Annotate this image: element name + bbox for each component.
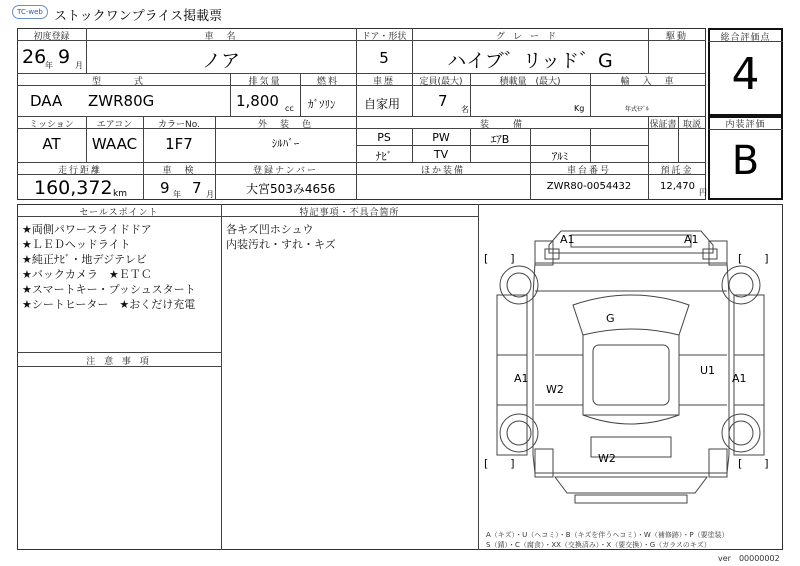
- mark-a1-front: A1: [560, 233, 575, 246]
- unit-insp-month: 月: [206, 190, 214, 199]
- grade-value: ハイブ゛リッド゛G: [447, 50, 613, 72]
- label-color-no: カラーNo.: [158, 120, 200, 130]
- label-load: 積載量 (最大): [499, 77, 561, 87]
- unit-persons: 名: [461, 105, 469, 114]
- fuel-value: ｶﾞｿﾘﾝ: [308, 98, 336, 111]
- mark-u1-right: U1: [700, 364, 716, 377]
- label-drive: 駆動: [665, 32, 688, 42]
- label-reg-number: 登録ナンバー: [253, 166, 318, 176]
- sales-point-item: ★シートヒーター ★おくだけ充電: [22, 298, 196, 311]
- displacement-value: 1,800: [236, 92, 279, 110]
- mark-g: G: [606, 312, 615, 325]
- sales-point-item: ★スマートキー・プッシュスタート: [22, 283, 196, 296]
- logo: TC-web: [12, 5, 48, 19]
- label-mileage: 走行距離: [57, 166, 102, 176]
- bracket-rear-left: [ ]: [484, 457, 515, 470]
- label-overall-score: 総合評価点: [720, 33, 771, 43]
- label-deposit: 預託金: [660, 166, 694, 176]
- capacity-value: 7: [438, 92, 448, 110]
- special-note-item: 内装汚れ・すれ・キズ: [226, 238, 336, 251]
- label-capacity: 定員(最大): [419, 77, 463, 87]
- unit-model-year: 年式ﾓﾃﾞﾙ: [625, 106, 650, 113]
- label-displacement: 排気量: [248, 77, 282, 87]
- label-chassis-no: 車台番号: [566, 166, 611, 176]
- unit-insp-year: 年: [173, 190, 181, 199]
- reg-year: 26: [22, 46, 47, 68]
- mileage-value: 160,372: [34, 177, 113, 199]
- label-grade: グレード: [495, 32, 564, 42]
- unit-kg: Kg: [574, 104, 585, 113]
- equip-tv: TV: [433, 148, 449, 161]
- history-value: 自家用: [364, 97, 401, 111]
- overall-score: 4: [731, 49, 760, 100]
- label-special-notes: 特記事項・不具合箇所: [299, 208, 400, 218]
- vehicle-name: ノア: [201, 50, 240, 72]
- unit-year: 年: [45, 61, 53, 70]
- label-car-history: 車歴: [372, 77, 395, 87]
- label-notes: 注 意 事 項: [86, 357, 152, 367]
- label-import: 輸 入 車: [620, 77, 676, 87]
- mark-a1-left: A1: [514, 372, 529, 385]
- color-no-value: 1F7: [165, 135, 193, 153]
- chassis-value: ZWR80-0054432: [546, 181, 632, 192]
- special-notes-list: [226, 222, 336, 252]
- mark-a1-front-2: A1: [684, 233, 699, 246]
- label-manual: 取説: [682, 120, 701, 130]
- mark-a1-right: A1: [732, 372, 747, 385]
- label-mission: ミッション: [29, 120, 74, 130]
- label-exterior-color: 外 装 色: [257, 120, 313, 130]
- version-label: ver 00000002: [718, 554, 780, 563]
- color-value: ｼﾙﾊﾞｰ: [271, 137, 300, 150]
- equip-ab: ｴｱB: [490, 133, 510, 146]
- insp-month: 7: [192, 179, 202, 197]
- bracket-rear-right: [ ]: [738, 457, 769, 470]
- label-door-shape: ドア・形状: [361, 32, 407, 42]
- unit-month: 月: [75, 61, 83, 70]
- door-count: 5: [379, 49, 389, 67]
- bracket-front-left: [ ]: [484, 252, 515, 265]
- interior-score: B: [731, 138, 760, 184]
- label-fuel: 燃料: [316, 77, 339, 87]
- sales-points-list: [22, 222, 196, 312]
- sales-point-item: ★純正ﾅﾋﾞ・地デジテレビ: [22, 253, 147, 266]
- page-title: ストックワンプライス掲載票: [54, 9, 223, 24]
- model-prefix: DAA: [30, 92, 63, 110]
- equip-ps: PS: [377, 131, 391, 144]
- equip-navi: ﾅﾋﾞ: [375, 150, 393, 163]
- label-other-equipment: ほか装備: [420, 166, 465, 176]
- model-code: ZWR80G: [88, 92, 155, 110]
- unit-yen: 円: [699, 188, 707, 197]
- reg-month: 9: [58, 46, 71, 68]
- label-first-reg: 初度登録: [33, 32, 70, 42]
- mark-w2-rear: W2: [598, 452, 616, 465]
- car-damage-diagram: [479, 205, 782, 527]
- sales-point-item: ★ＬＥＤヘッドライト: [22, 238, 131, 251]
- label-model: 型 式: [91, 77, 155, 87]
- unit-cc: cc: [285, 104, 294, 113]
- equip-pw: PW: [432, 131, 450, 144]
- insp-year: 9: [160, 179, 170, 197]
- legend-line-1: A（キズ）・U（ヘコミ）・B（キズを伴うヘコミ）・W（補修跡）・P（要塗装）: [486, 531, 729, 539]
- plate-value: 大宮503み4656: [246, 182, 336, 196]
- aircon-value: WAAC: [91, 135, 138, 153]
- label-vehicle: 車 名: [204, 32, 238, 42]
- label-aircon: エアコン: [96, 120, 133, 130]
- deposit-value: 12,470: [660, 181, 695, 192]
- sales-point-item: ★バックカメラ ★ＥＴＣ: [22, 268, 152, 281]
- bracket-front-right: [ ]: [738, 252, 769, 265]
- sales-point-item: ★両側パワースライドドア: [22, 223, 152, 236]
- label-inspection: 車 検: [162, 166, 196, 176]
- equip-alumi: ｱﾙﾐ: [551, 150, 569, 163]
- label-equipment: 装 備: [479, 120, 524, 130]
- mark-w2-left: W2: [546, 383, 564, 396]
- unit-km: km: [113, 189, 127, 199]
- mission-value: AT: [42, 135, 61, 153]
- label-warranty: 保証書: [649, 120, 677, 130]
- special-note-item: 各キズ凹ホシュウ: [226, 223, 314, 236]
- label-sales-points: セールスポイント: [79, 208, 159, 218]
- label-interior-score: 内装評価: [725, 120, 766, 130]
- legend-line-2: S（錆）・C（腐食）・XX（交換済み）・X（要交換）・G（ガラスのキズ）: [486, 541, 711, 549]
